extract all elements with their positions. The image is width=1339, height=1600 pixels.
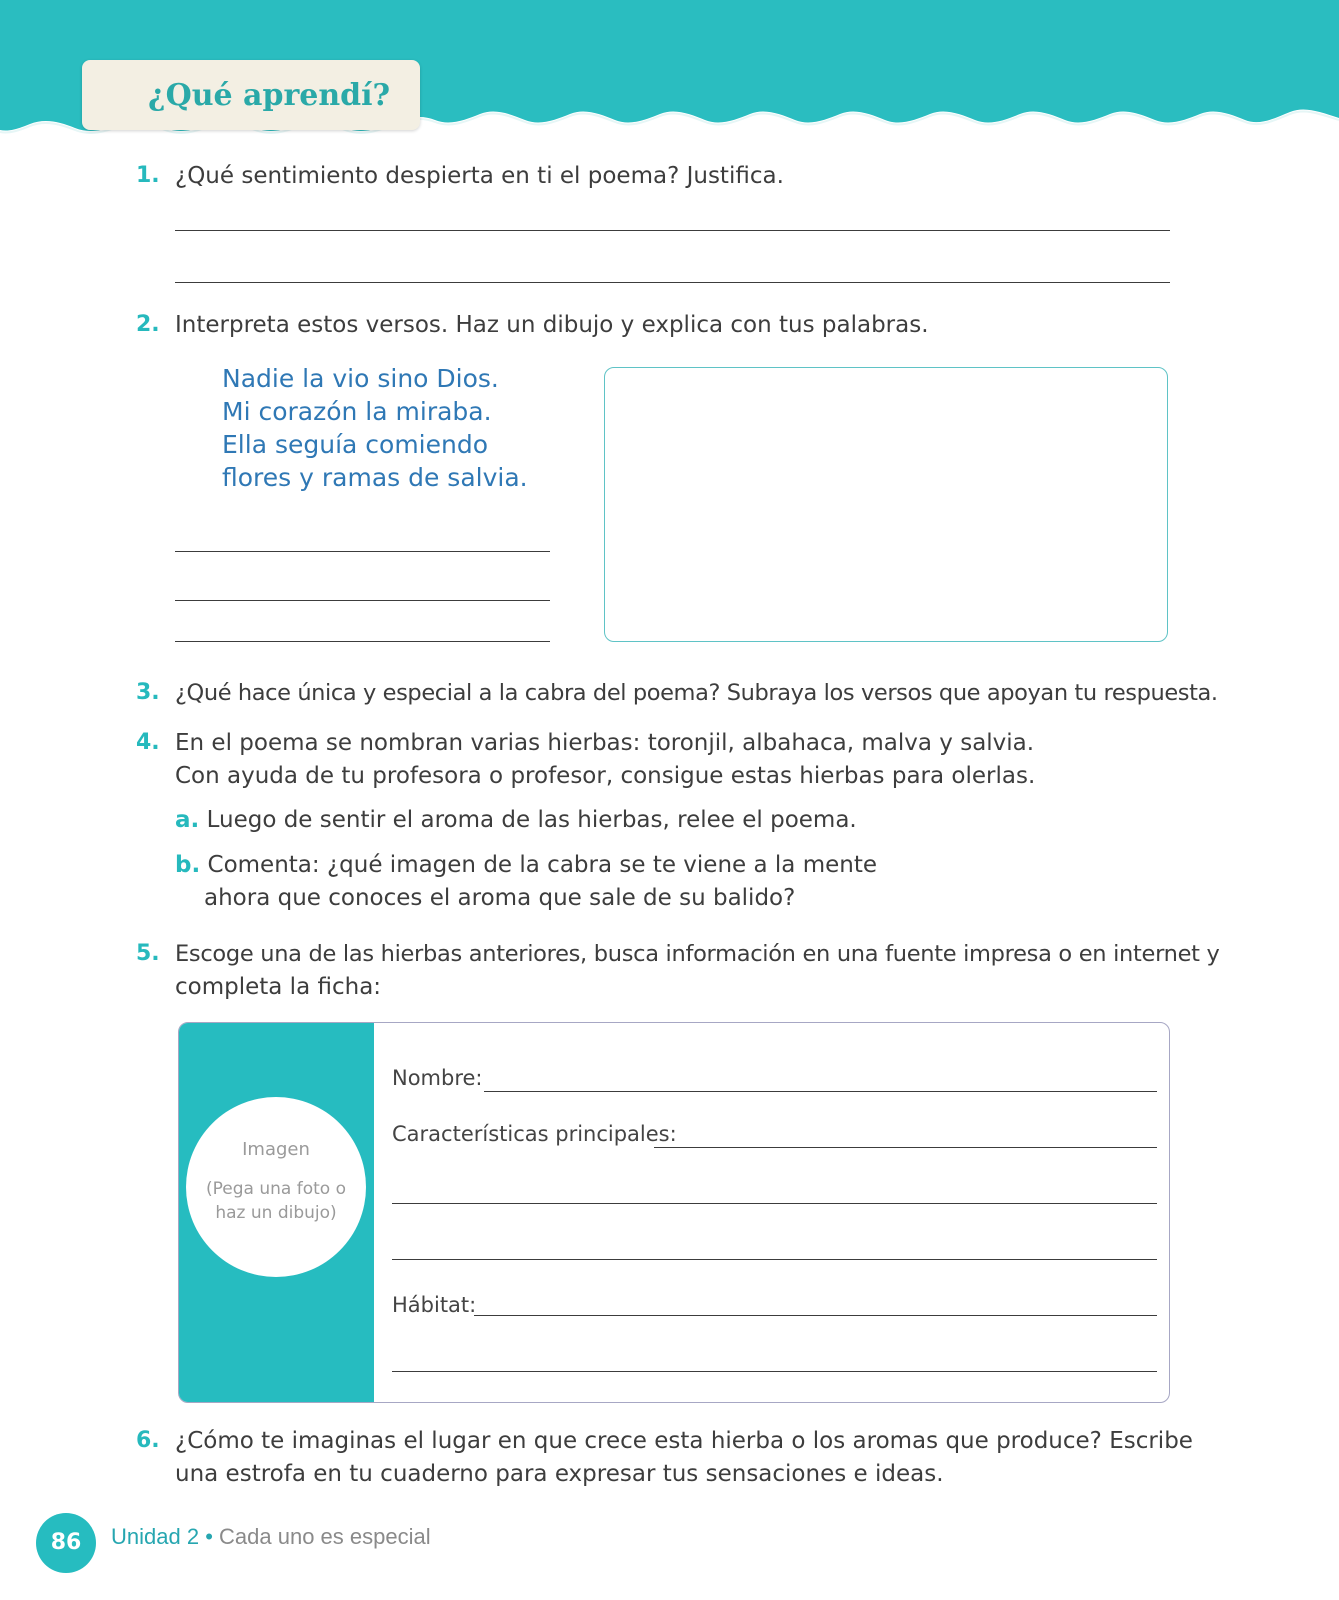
q3-text: ¿Qué hace única y especial a la cabra del poema? Subraya los versos que apoyan tu respuesta. [175, 680, 1218, 706]
q4-number: 4. [136, 730, 160, 755]
herb-info-card [178, 1022, 1170, 1403]
poem-line: flores y ramas de salvia. [222, 463, 528, 492]
habitat-label: Hábitat: [392, 1293, 477, 1317]
features-answer-line-3[interactable] [392, 1259, 1157, 1260]
habitat-answer-line-1[interactable] [474, 1315, 1157, 1316]
poem-line: Ella seguía comiendo [222, 430, 489, 459]
features-answer-line-1[interactable] [654, 1147, 1157, 1148]
q4a-letter: a. [175, 807, 200, 833]
features-label: Características principales: [392, 1122, 677, 1146]
q6-line-2: una estrofa en tu cuaderno para expresar tus sensaciones e ideas. [175, 1461, 944, 1487]
features-answer-line-2[interactable] [392, 1203, 1157, 1204]
section-title: ¿Qué aprendí? [148, 78, 391, 113]
q1-answer-line-1[interactable] [175, 230, 1170, 231]
q2-answer-line-3[interactable] [175, 641, 550, 642]
footer-unit [111, 1524, 431, 1550]
q4b-item [175, 848, 877, 882]
image-note-line-2: haz un dibujo) [215, 1203, 337, 1223]
q4b-text-1: Comenta: ¿qué imagen de la cabra se te viene a la mente [207, 852, 877, 878]
q4a-text: Luego de sentir el aroma de las hierbas, relee el poema. [206, 807, 857, 833]
name-answer-line[interactable] [484, 1091, 1157, 1092]
q4-line-2: Con ayuda de tu profesora o profesor, consigue estas hierbas para olerlas. [175, 763, 1036, 789]
q5-line-2: completa la ficha: [175, 974, 382, 1000]
q4a-item [175, 803, 857, 837]
image-note-line-1: (Pega una foto o [206, 1179, 346, 1199]
q6-number: 6. [136, 1428, 160, 1453]
unit-label: Unidad 2 [111, 1524, 200, 1549]
q5-line-1: Escoge una de las hierbas anteriores, busca información en una fuente impresa o en internet y [175, 941, 1220, 967]
image-placeholder-note [196, 1177, 356, 1225]
q3-number: 3. [136, 680, 160, 705]
q4-line-1: En el poema se nombran varias hierbas: toronjil, albahaca, malva y salvia. [175, 730, 1035, 756]
q2-text: Interpreta estos versos. Haz un dibujo y explica con tus palabras. [175, 312, 929, 338]
q1-answer-line-2[interactable] [175, 282, 1170, 283]
image-placeholder-circle[interactable] [186, 1097, 366, 1277]
q1-number: 1. [136, 163, 160, 188]
q6-line-1: ¿Cómo te imaginas el lugar en que crece esta hierba o los aromas que produce? Escribe [175, 1428, 1193, 1454]
q1-text: ¿Qué sentimiento despierta en ti el poema? Justifica. [175, 163, 784, 189]
poem-line: Nadie la vio sino Dios. [222, 364, 499, 393]
q5-number: 5. [136, 941, 160, 966]
habitat-answer-line-2[interactable] [392, 1371, 1157, 1372]
unit-subtitle: Cada uno es especial [219, 1524, 431, 1549]
poem-line: Mi corazón la miraba. [222, 397, 492, 426]
footer-separator: • [205, 1524, 213, 1549]
page-number: 86 [36, 1513, 96, 1573]
drawing-box[interactable] [604, 367, 1168, 642]
q4b-letter: b. [175, 852, 201, 878]
name-label: Nombre: [392, 1066, 483, 1090]
q2-answer-line-1[interactable] [175, 551, 550, 552]
q4b-text-2: ahora que conoces el aroma que sale de su balido? [204, 885, 796, 911]
image-placeholder-title: Imagen [242, 1139, 310, 1160]
poem-excerpt [222, 362, 528, 494]
q2-answer-line-2[interactable] [175, 600, 550, 601]
card-image-panel [179, 1023, 374, 1402]
q2-number: 2. [136, 312, 160, 337]
